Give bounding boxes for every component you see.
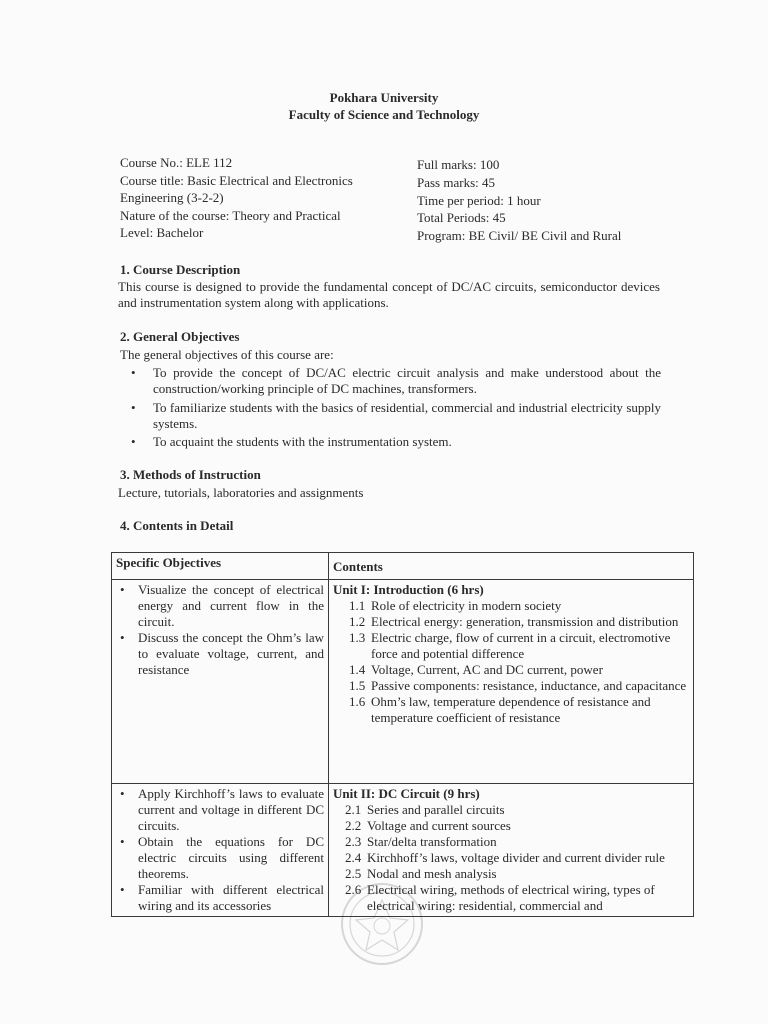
item-text: Kirchhoff’s laws, voltage divider and current divider rule (367, 850, 665, 865)
pass-marks: Pass marks: 45 (417, 175, 495, 190)
unit-title: Unit I: Introduction (6 hrs) (333, 582, 484, 597)
list-item (116, 630, 324, 678)
objectives-list (116, 786, 324, 914)
item-number: 2.1 (345, 802, 362, 817)
bullet-icon: • (120, 630, 125, 645)
bullet-icon: • (131, 365, 136, 380)
objective-bullet-1 (131, 365, 661, 399)
objective-text: Discuss the concept the Ohm’s law to evaluate voltage, current, and resistance (138, 630, 324, 677)
section-1-heading: 1. Course Description (120, 262, 241, 277)
item-text: Series and parallel circuits (367, 802, 505, 817)
list-item (333, 662, 689, 678)
unit-title: Unit II: DC Circuit (9 hrs) (333, 786, 480, 801)
course-number: Course No.: ELE 112 (120, 155, 233, 170)
section-1-body: This course is designed to provide the fundamental concept of DC/AC circuits, semiconductor devices and instrumentation system along with applications. (118, 279, 660, 310)
item-text: Voltage and current sources (367, 818, 511, 833)
bullet-icon: • (131, 434, 136, 449)
section-2-intro: The general objectives of this course are: (120, 347, 334, 362)
full-marks: Full marks: 100 (417, 157, 500, 172)
item-number: 1.6 (349, 694, 366, 709)
list-item (333, 678, 689, 694)
item-text: Nodal and mesh analysis (367, 866, 497, 881)
list-item (116, 882, 324, 914)
course-level: Level: Bachelor (120, 225, 204, 240)
objective-text: Apply Kirchhoff’s laws to evaluate current and voltage in different DC circuits. (138, 786, 324, 833)
list-item (333, 630, 689, 662)
list-item (116, 582, 324, 630)
list-item (333, 694, 689, 726)
table-header-row (112, 553, 694, 580)
objectives-cell (112, 784, 329, 917)
contents-table (111, 552, 694, 917)
item-number: 1.5 (349, 678, 366, 693)
section-3-body: Lecture, tutorials, laboratories and assignments (118, 485, 364, 500)
bullet-icon: • (131, 400, 136, 415)
objective-text: To acquaint the students with the instrumentation system. (153, 434, 452, 449)
list-item (333, 614, 689, 630)
header-contents: Contents (329, 553, 694, 580)
bullet-icon: • (120, 786, 125, 801)
university-name: Pokhara University (329, 90, 439, 105)
objectives-list (116, 582, 324, 678)
time-per-period: Time per period: 1 hour (417, 193, 541, 208)
item-number: 1.3 (349, 630, 366, 645)
item-number: 2.3 (345, 834, 362, 849)
item-number: 1.1 (349, 598, 366, 613)
objective-text: To familiarize students with the basics of residential, commercial and industrial electricity supply systems. (153, 400, 661, 431)
item-number: 2.2 (345, 818, 362, 833)
item-number: 1.4 (349, 662, 366, 677)
total-periods: Total Periods: 45 (417, 210, 506, 225)
item-number: 1.2 (349, 614, 366, 629)
item-number: 2.4 (345, 850, 362, 865)
list-item (333, 802, 689, 818)
list-item (333, 598, 689, 614)
list-item (333, 850, 689, 866)
course-nature: Nature of the course: Theory and Practical (120, 208, 341, 223)
list-item (116, 786, 324, 834)
section-4-heading: 4. Contents in Detail (120, 518, 234, 533)
header-specific-objectives: Specific Objectives (112, 553, 329, 580)
section-3-heading: 3. Methods of Instruction (120, 467, 261, 482)
section-2-heading: 2. General Objectives (120, 329, 240, 344)
objective-text: To provide the concept of DC/AC electric circuit analysis and make understood about the construction/working principle of DC machines, transformers. (153, 365, 661, 396)
list-item (116, 834, 324, 882)
contents-cell (329, 580, 694, 784)
item-text: Star/delta transformation (367, 834, 497, 849)
unit-items (333, 598, 689, 726)
item-text: Role of electricity in modern society (371, 598, 562, 613)
objective-bullet-2 (131, 400, 661, 434)
objective-text: Familiar with different electrical wiring and its accessories (138, 882, 324, 913)
bullet-icon: • (120, 882, 125, 897)
university-seal-watermark (338, 880, 426, 968)
objective-bullet-3 (131, 434, 661, 452)
objective-text: Obtain the equations for DC electric circuits using different theorems. (138, 834, 324, 881)
faculty-name: Faculty of Science and Technology (288, 107, 480, 122)
course-title: Course title: Basic Electrical and Electronics (120, 173, 353, 188)
item-text: Voltage, Current, AC and DC current, power (371, 662, 603, 677)
list-item (333, 818, 689, 834)
objective-text: Visualize the concept of electrical energy and current flow in the circuit. (138, 582, 324, 629)
item-text: Electrical wiring, methods of electrical wiring, types of electrical wiring: residential, commercial and (367, 882, 655, 913)
table-row (112, 580, 694, 784)
item-text: Passive components: resistance, inductance, and capacitance (371, 678, 687, 693)
objectives-cell (112, 580, 329, 784)
bullet-icon: • (120, 582, 125, 597)
item-text: Electric charge, flow of current in a circuit, electromotive force and potential difference (371, 630, 671, 661)
course-title-cont: Engineering (3-2-2) (120, 190, 224, 205)
item-number: 2.6 (345, 882, 362, 897)
item-text: Ohm’s law, temperature dependence of resistance and temperature coefficient of resistance (371, 694, 651, 725)
program: Program: BE Civil/ BE Civil and Rural (417, 228, 622, 243)
bullet-icon: • (120, 834, 125, 849)
item-text: Electrical energy: generation, transmission and distribution (371, 614, 679, 629)
item-number: 2.5 (345, 866, 362, 881)
list-item (333, 834, 689, 850)
